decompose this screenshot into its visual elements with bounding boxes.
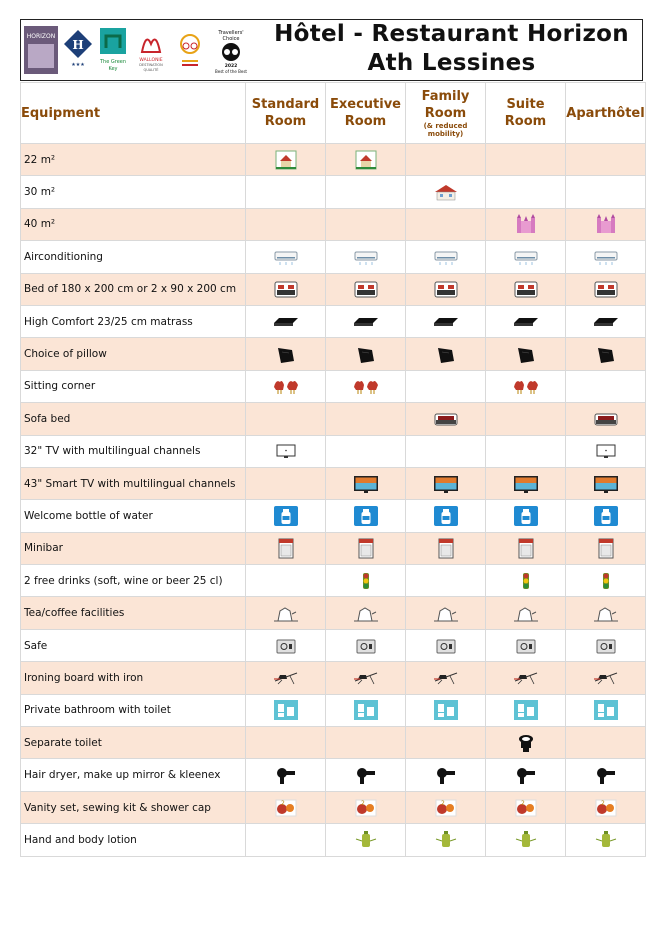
cell-suite bbox=[486, 176, 566, 208]
bed-icon bbox=[592, 278, 620, 300]
cell-suite bbox=[486, 241, 566, 273]
table-row bbox=[21, 176, 646, 208]
svg-text:2022: 2022 bbox=[224, 64, 238, 69]
cell-suite bbox=[486, 305, 566, 337]
cell-family bbox=[406, 305, 486, 337]
iron-icon bbox=[432, 667, 460, 689]
cell-family bbox=[406, 694, 486, 726]
cell-aparthotel bbox=[566, 727, 646, 759]
cell-standard bbox=[246, 662, 326, 694]
cell-family bbox=[406, 727, 486, 759]
equipment-table bbox=[20, 82, 646, 857]
bathroom-icon bbox=[272, 699, 300, 721]
equipment-label: Bed of 180 x 200 cm or 2 x 90 x 200 cm bbox=[21, 273, 246, 305]
water-bottle-icon bbox=[272, 505, 300, 527]
cell-executive bbox=[326, 824, 406, 856]
table-row bbox=[21, 305, 646, 337]
cell-standard bbox=[246, 565, 326, 597]
equipment-header: Equipment bbox=[21, 83, 246, 144]
cell-suite bbox=[486, 759, 566, 791]
cell-executive bbox=[326, 144, 406, 176]
cell-family bbox=[406, 370, 486, 402]
cell-suite bbox=[486, 694, 566, 726]
svg-text:QUALITÉ: QUALITÉ bbox=[143, 68, 159, 72]
cell-executive bbox=[326, 662, 406, 694]
cell-standard bbox=[246, 305, 326, 337]
cell-standard bbox=[246, 629, 326, 661]
water-bottle-icon bbox=[432, 505, 460, 527]
table-row bbox=[21, 791, 646, 823]
iron-icon bbox=[352, 667, 380, 689]
svg-text:H: H bbox=[72, 38, 84, 52]
bed-icon bbox=[272, 278, 300, 300]
cell-family bbox=[406, 403, 486, 435]
cell-family bbox=[406, 176, 486, 208]
equipment-label: 30 m² bbox=[21, 176, 246, 208]
table-body bbox=[21, 144, 646, 857]
lotion-icon bbox=[592, 829, 620, 851]
hair-dryer-icon bbox=[432, 764, 460, 786]
equipment-label: Airconditioning bbox=[21, 241, 246, 273]
column-header-standard: Standard Room bbox=[246, 83, 326, 144]
cell-suite bbox=[486, 467, 566, 499]
equipment-label: Choice of pillow bbox=[21, 338, 246, 370]
minibar-icon bbox=[432, 537, 460, 559]
cell-standard bbox=[246, 241, 326, 273]
armchairs-icon bbox=[512, 375, 540, 397]
column-header-aparthotel: Aparthôtel bbox=[566, 83, 646, 144]
castle-icon bbox=[512, 213, 540, 235]
cell-aparthotel bbox=[566, 824, 646, 856]
minibar-icon bbox=[352, 537, 380, 559]
cell-aparthotel bbox=[566, 273, 646, 305]
cell-executive bbox=[326, 305, 406, 337]
cell-aparthotel bbox=[566, 629, 646, 661]
equipment-label: Hand and body lotion bbox=[21, 824, 246, 856]
cell-standard bbox=[246, 532, 326, 564]
table-row bbox=[21, 759, 646, 791]
equipment-label: 40 m² bbox=[21, 208, 246, 240]
table-row bbox=[21, 144, 646, 176]
cell-family bbox=[406, 338, 486, 370]
title-line-2: Ath Lessines bbox=[367, 50, 536, 76]
air-conditioner-icon bbox=[272, 246, 300, 268]
equipment-label: High Comfort 23/25 cm matrass bbox=[21, 305, 246, 337]
cell-family bbox=[406, 241, 486, 273]
cell-aparthotel bbox=[566, 241, 646, 273]
table-row bbox=[21, 824, 646, 856]
cell-executive bbox=[326, 791, 406, 823]
castle-icon bbox=[592, 213, 620, 235]
lotion-icon bbox=[352, 829, 380, 851]
iron-icon bbox=[272, 667, 300, 689]
table-row bbox=[21, 694, 646, 726]
cell-aparthotel bbox=[566, 759, 646, 791]
water-bottle-icon bbox=[512, 505, 540, 527]
title-line-1: Hôtel - Restaurant Horizon bbox=[274, 21, 629, 47]
cell-aparthotel bbox=[566, 565, 646, 597]
cell-executive bbox=[326, 500, 406, 532]
cell-family bbox=[406, 629, 486, 661]
cell-suite bbox=[486, 435, 566, 467]
house-icon bbox=[272, 149, 300, 171]
cell-family bbox=[406, 273, 486, 305]
cell-standard bbox=[246, 759, 326, 791]
minibar-icon bbox=[272, 537, 300, 559]
cell-aparthotel bbox=[566, 176, 646, 208]
sofa-bed-icon bbox=[432, 408, 460, 430]
equipment-label: Sofa bed bbox=[21, 403, 246, 435]
air-conditioner-icon bbox=[352, 246, 380, 268]
drinks-icon bbox=[592, 570, 620, 592]
hotel-title bbox=[261, 20, 642, 78]
cell-suite bbox=[486, 338, 566, 370]
cell-aparthotel bbox=[566, 305, 646, 337]
cell-aparthotel bbox=[566, 435, 646, 467]
cell-family bbox=[406, 500, 486, 532]
cell-suite bbox=[486, 629, 566, 661]
cell-standard bbox=[246, 176, 326, 208]
cell-executive bbox=[326, 370, 406, 402]
table-row bbox=[21, 662, 646, 694]
cell-suite bbox=[486, 662, 566, 694]
table-row bbox=[21, 338, 646, 370]
logo-strip bbox=[24, 23, 259, 77]
svg-text:2: 2 bbox=[600, 799, 605, 807]
drinks-icon bbox=[512, 570, 540, 592]
cell-executive bbox=[326, 629, 406, 661]
cell-suite bbox=[486, 403, 566, 435]
cell-standard bbox=[246, 144, 326, 176]
wallonie-logo bbox=[132, 26, 170, 74]
cell-executive bbox=[326, 176, 406, 208]
svg-text:HORIZON: HORIZON bbox=[26, 33, 56, 40]
vanity-set-icon bbox=[432, 797, 460, 819]
cell-aparthotel bbox=[566, 338, 646, 370]
cell-standard bbox=[246, 403, 326, 435]
kettle-icon bbox=[272, 602, 300, 624]
cell-suite bbox=[486, 208, 566, 240]
equipment-label: Minibar bbox=[21, 532, 246, 564]
kettle-icon bbox=[592, 602, 620, 624]
green-key-logo bbox=[98, 26, 128, 74]
table-row bbox=[21, 241, 646, 273]
cell-executive bbox=[326, 435, 406, 467]
table-row bbox=[21, 467, 646, 499]
svg-text:2: 2 bbox=[360, 799, 365, 807]
bathroom-icon bbox=[592, 699, 620, 721]
mattress-icon bbox=[272, 311, 300, 333]
smart-tv-icon bbox=[592, 473, 620, 495]
bed-icon bbox=[432, 278, 460, 300]
cell-executive bbox=[326, 273, 406, 305]
cell-executive bbox=[326, 597, 406, 629]
house-icon bbox=[352, 149, 380, 171]
pillow-icon bbox=[512, 343, 540, 365]
cell-standard bbox=[246, 208, 326, 240]
bathroom-icon bbox=[512, 699, 540, 721]
kettle-icon bbox=[352, 602, 380, 624]
cell-aparthotel bbox=[566, 662, 646, 694]
cell-family bbox=[406, 532, 486, 564]
minibar-icon bbox=[512, 537, 540, 559]
column-header-suite: Suite Room bbox=[486, 83, 566, 144]
hair-dryer-icon bbox=[512, 764, 540, 786]
bed-icon bbox=[512, 278, 540, 300]
table-row bbox=[21, 273, 646, 305]
cell-standard bbox=[246, 370, 326, 402]
cell-family bbox=[406, 662, 486, 694]
svg-text:The Green: The Green bbox=[99, 59, 127, 65]
svg-text:★★★: ★★★ bbox=[71, 62, 85, 68]
pillow-icon bbox=[432, 343, 460, 365]
equipment-label: 43" Smart TV with multilingual channels bbox=[21, 467, 246, 499]
table-row bbox=[21, 208, 646, 240]
cell-standard bbox=[246, 500, 326, 532]
cell-standard bbox=[246, 694, 326, 726]
cell-executive bbox=[326, 759, 406, 791]
bathroom-icon bbox=[352, 699, 380, 721]
table-row bbox=[21, 727, 646, 759]
cell-suite bbox=[486, 727, 566, 759]
cell-family bbox=[406, 597, 486, 629]
svg-text:Choice: Choice bbox=[222, 36, 240, 42]
cell-family bbox=[406, 467, 486, 499]
equipment-label: Safe bbox=[21, 629, 246, 661]
toilet-icon bbox=[512, 732, 540, 754]
iron-icon bbox=[512, 667, 540, 689]
svg-text:2: 2 bbox=[280, 799, 285, 807]
cell-aparthotel bbox=[566, 403, 646, 435]
cell-suite bbox=[486, 370, 566, 402]
mattress-icon bbox=[592, 311, 620, 333]
svg-text:WALLONIE: WALLONIE bbox=[139, 58, 163, 63]
cell-standard bbox=[246, 791, 326, 823]
horizon-logo bbox=[24, 26, 58, 74]
hair-dryer-icon bbox=[592, 764, 620, 786]
page-header bbox=[20, 19, 643, 81]
cell-executive bbox=[326, 403, 406, 435]
table-row bbox=[21, 629, 646, 661]
cell-standard bbox=[246, 824, 326, 856]
mattress-icon bbox=[352, 311, 380, 333]
equipment-label: Hair dryer, make up mirror & kleenex bbox=[21, 759, 246, 791]
lotion-icon bbox=[432, 829, 460, 851]
cell-standard bbox=[246, 597, 326, 629]
lotion-icon bbox=[512, 829, 540, 851]
cell-executive bbox=[326, 338, 406, 370]
table-row bbox=[21, 565, 646, 597]
equipment-label: 22 m² bbox=[21, 144, 246, 176]
safe-icon bbox=[432, 635, 460, 657]
safe-icon bbox=[272, 635, 300, 657]
cell-family bbox=[406, 435, 486, 467]
cell-aparthotel bbox=[566, 370, 646, 402]
cell-executive bbox=[326, 467, 406, 499]
sofa-bed-icon bbox=[592, 408, 620, 430]
vanity-set-icon bbox=[272, 797, 300, 819]
equipment-label: Private bathroom with toilet bbox=[21, 694, 246, 726]
safe-icon bbox=[352, 635, 380, 657]
equipment-label: Tea/coffee facilities bbox=[21, 597, 246, 629]
cell-family bbox=[406, 208, 486, 240]
table-row bbox=[21, 435, 646, 467]
armchairs-icon bbox=[272, 375, 300, 397]
smart-tv-icon bbox=[512, 473, 540, 495]
cell-suite bbox=[486, 500, 566, 532]
bed-icon bbox=[352, 278, 380, 300]
cell-executive bbox=[326, 727, 406, 759]
hair-dryer-icon bbox=[352, 764, 380, 786]
cell-executive bbox=[326, 241, 406, 273]
cell-family bbox=[406, 144, 486, 176]
table-row bbox=[21, 500, 646, 532]
table-header-row bbox=[21, 83, 646, 144]
column-header-family: Family Room (& reduced mobility) bbox=[406, 83, 486, 144]
table-row bbox=[21, 370, 646, 402]
mattress-icon bbox=[432, 311, 460, 333]
cell-executive bbox=[326, 532, 406, 564]
kettle-icon bbox=[432, 602, 460, 624]
svg-text:Best of the Best: Best of the Best bbox=[215, 69, 247, 74]
smart-tv-icon bbox=[432, 473, 460, 495]
bike-logo bbox=[176, 26, 204, 74]
equipment-label: Separate toilet bbox=[21, 727, 246, 759]
kettle-icon bbox=[512, 602, 540, 624]
cell-aparthotel bbox=[566, 532, 646, 564]
safe-icon bbox=[512, 635, 540, 657]
air-conditioner-icon bbox=[432, 246, 460, 268]
hair-dryer-icon bbox=[272, 764, 300, 786]
drinks-icon bbox=[352, 570, 380, 592]
air-conditioner-icon bbox=[512, 246, 540, 268]
bathroom-icon bbox=[432, 699, 460, 721]
table-row bbox=[21, 532, 646, 564]
column-header-executive: Executive Room bbox=[326, 83, 406, 144]
equipment-label: Sitting corner bbox=[21, 370, 246, 402]
cell-aparthotel bbox=[566, 208, 646, 240]
svg-text:Key: Key bbox=[108, 66, 118, 72]
tv-icon bbox=[272, 440, 300, 462]
cell-aparthotel bbox=[566, 694, 646, 726]
tv-icon bbox=[592, 440, 620, 462]
equipment-label: Vanity set, sewing kit & shower cap bbox=[21, 791, 246, 823]
cell-suite bbox=[486, 532, 566, 564]
cell-suite bbox=[486, 597, 566, 629]
minibar-icon bbox=[592, 537, 620, 559]
cell-standard bbox=[246, 435, 326, 467]
equipment-label: 2 free drinks (soft, wine or beer 25 cl) bbox=[21, 565, 246, 597]
cell-family bbox=[406, 759, 486, 791]
iron-icon bbox=[592, 667, 620, 689]
table-row bbox=[21, 403, 646, 435]
water-bottle-icon bbox=[592, 505, 620, 527]
travellers-choice-logo bbox=[208, 26, 254, 74]
pillow-icon bbox=[352, 343, 380, 365]
cell-standard bbox=[246, 727, 326, 759]
cell-aparthotel bbox=[566, 597, 646, 629]
air-conditioner-icon bbox=[592, 246, 620, 268]
vanity-set-icon bbox=[512, 797, 540, 819]
cell-executive bbox=[326, 208, 406, 240]
cell-family bbox=[406, 565, 486, 597]
svg-text:2: 2 bbox=[440, 799, 445, 807]
cell-standard bbox=[246, 273, 326, 305]
cell-family bbox=[406, 824, 486, 856]
cell-aparthotel bbox=[566, 791, 646, 823]
equipment-label: Welcome bottle of water bbox=[21, 500, 246, 532]
cell-suite bbox=[486, 824, 566, 856]
svg-text:Travellers': Travellers' bbox=[218, 30, 244, 36]
water-bottle-icon bbox=[352, 505, 380, 527]
pillow-icon bbox=[592, 343, 620, 365]
cell-suite bbox=[486, 791, 566, 823]
equipment-label: Ironing board with iron bbox=[21, 662, 246, 694]
pillow-icon bbox=[272, 343, 300, 365]
svg-text:DESTINATION: DESTINATION bbox=[139, 63, 163, 67]
safe-icon bbox=[592, 635, 620, 657]
cell-standard bbox=[246, 338, 326, 370]
cell-aparthotel bbox=[566, 144, 646, 176]
cell-aparthotel bbox=[566, 467, 646, 499]
mattress-icon bbox=[512, 311, 540, 333]
hotel-stars-logo bbox=[62, 26, 94, 74]
cell-suite bbox=[486, 273, 566, 305]
svg-text:2: 2 bbox=[520, 799, 525, 807]
cell-executive bbox=[326, 694, 406, 726]
cell-executive bbox=[326, 565, 406, 597]
equipment-label: 32" TV with multilingual channels bbox=[21, 435, 246, 467]
cell-standard bbox=[246, 467, 326, 499]
smart-tv-icon bbox=[352, 473, 380, 495]
cell-family bbox=[406, 791, 486, 823]
cell-aparthotel bbox=[566, 500, 646, 532]
vanity-set-icon bbox=[592, 797, 620, 819]
table-row bbox=[21, 597, 646, 629]
cell-suite bbox=[486, 565, 566, 597]
large-house-icon bbox=[432, 181, 460, 203]
vanity-set-icon bbox=[352, 797, 380, 819]
armchairs-icon bbox=[352, 375, 380, 397]
cell-suite bbox=[486, 144, 566, 176]
